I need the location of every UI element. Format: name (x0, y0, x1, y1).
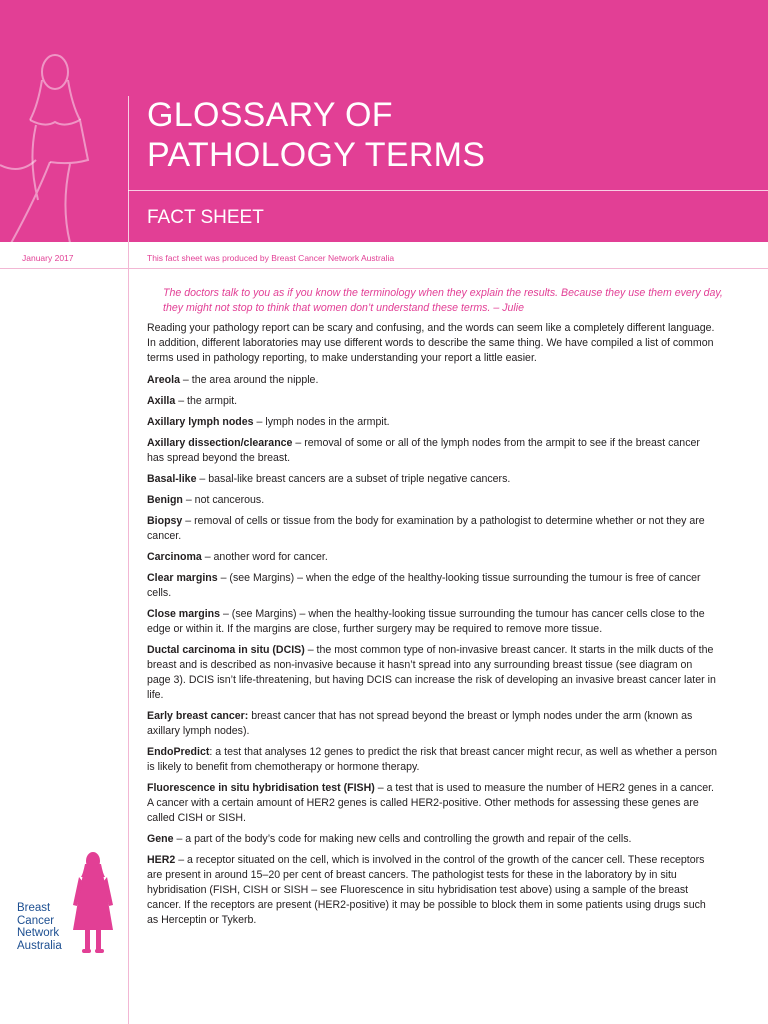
publication-credit: This fact sheet was produced by Breast Cancer Network Australia (147, 253, 395, 263)
glossary-definition: – (see Margins) – when the healthy-looking tissue surrounding the tumour has cancer cells close to the edge or within it. If the margins are close, further surgery may be required to remove more tissue. (147, 608, 705, 635)
glossary-term: Axillary lymph nodes (147, 416, 254, 428)
glossary-entry (147, 514, 717, 544)
logo-line-3: Network (17, 927, 60, 939)
banner-divider-vertical (128, 96, 129, 242)
bcna-logo (17, 850, 117, 960)
glossary-definition: : a test that analyses 12 genes to predict the risk that breast cancer might recur, as well as whether a person is likely to benefit from chemotherapy or hormone therapy. (147, 746, 717, 773)
glossary-entry (147, 607, 717, 637)
page-title (147, 95, 485, 175)
glossary-term: Close margins (147, 608, 221, 620)
patient-quote: The doctors talk to you as if you know the terminology when they explain the results. Because they use them every day, they might not stop to think that women don’t understand these terms. – Julie (163, 287, 723, 314)
glossary-definition: – the armpit. (175, 395, 238, 407)
glossary-entry (147, 832, 717, 847)
glossary-entry (147, 415, 717, 430)
glossary-definition: – the area around the nipple. (179, 374, 319, 386)
glossary-entry (147, 394, 717, 409)
glossary-definition: – a test that is used to measure the number of HER2 genes in a cancer. A cancer with a certain amount of HER2 genes is called HER2-positive. Other methods for assessing these genes are called CISH or SISH. (147, 782, 715, 824)
logo-line-4: Australia (17, 939, 62, 952)
glossary-term: Ductal carcinoma in situ (DCIS) (147, 644, 305, 656)
glossary-entry (147, 643, 717, 703)
header-banner (0, 0, 768, 242)
glossary-definition: – (see Margins) – when the edge of the healthy-looking tissue surrounding the tumour is free of cancer cells. (147, 572, 701, 599)
intro-paragraph: Reading your pathology report can be scary and confusing, and the words can seem like a completely different language. In addition, different laboratories may use different words to describe the same thing. We have compiled a list of common terms used in pathology reporting, to make understanding your report a little easier. (147, 322, 715, 364)
glossary-entry (147, 745, 717, 775)
glossary-list (147, 373, 717, 928)
glossary-term: Biopsy (147, 515, 183, 527)
glossary-entry (147, 571, 717, 601)
glossary-definition: – a part of the body’s code for making new cells and controlling the growth and repair of the cells. (173, 833, 632, 845)
glossary-term: Fluorescence in situ hybridisation test (FISH) (147, 782, 375, 794)
glossary-definition: – a receptor situated on the cell, which is involved in the control of the growth of the cancer cell. These receptors are present in around 15–20 per cent of breast cancers. The pathologist tests for these in the laboratory by in situ hybridisation (FISH, CISH or SISH – see Fluorescence in situ hybridisation test above) using a sample of the breast cancer. If the receptors are present (HER2-positive) it may be possible to block them in some patients using drugs such as Herceptin or Tykerb. (147, 854, 706, 926)
glossary-term: Areola (147, 374, 180, 386)
glossary-entry (147, 853, 717, 928)
glossary-definition: – the most common type of non-invasive breast cancer. It starts in the milk ducts of the breast and is described as non-invasive because it hasn’t spread into any surrounding breast tissue (see diagram on page 3). DCIS isn’t life-threatening, but having DCIS can increase the risk of developing an invasive breast cancer later in life. (147, 644, 716, 701)
glossary-entry (147, 493, 717, 508)
page-subtitle: FACT SHEET (147, 207, 264, 228)
glossary-term: Axilla (147, 395, 176, 407)
glossary-term: Axillary dissection/clearance (147, 437, 293, 449)
glossary-definition: – another word for cancer. (201, 551, 328, 563)
glossary-term: Basal-like (147, 473, 197, 485)
glossary-entry (147, 373, 717, 388)
glossary-definition: – not cancerous. (182, 494, 265, 506)
glossary-definition: – lymph nodes in the armpit. (253, 416, 390, 428)
glossary-entry (147, 781, 717, 826)
logo-line-2: Cancer (17, 914, 55, 927)
glossary-term: Gene (147, 833, 174, 845)
glossary-entry (147, 550, 717, 565)
glossary-entry (147, 709, 717, 739)
glossary-term: Clear margins (147, 572, 218, 584)
logo-line-1: Breast (17, 902, 51, 914)
meta-divider (0, 268, 768, 269)
woman-silhouette-outline-icon (0, 50, 110, 242)
glossary-term: Early breast cancer: (147, 710, 249, 722)
title-line-2: PATHOLOGY TERMS (147, 136, 486, 174)
glossary-content (147, 321, 717, 934)
title-line-1: GLOSSARY OF (147, 96, 393, 134)
glossary-entry (147, 436, 717, 466)
glossary-definition: – removal of some or all of the lymph nodes from the armpit to see if the breast cancer has spread beyond the breast. (147, 437, 700, 464)
glossary-definition: – removal of cells or tissue from the body for examination by a pathologist to determine whether or not they are cancer. (147, 515, 705, 542)
publication-date: January 2017 (22, 253, 74, 263)
glossary-term: HER2 (147, 854, 176, 866)
page-divider-vertical (128, 242, 129, 1024)
logo-wordmark (17, 902, 62, 952)
glossary-term: EndoPredict (147, 746, 210, 758)
pink-lady-icon (73, 850, 113, 955)
glossary-term: Carcinoma (147, 551, 202, 563)
glossary-definition: – basal-like breast cancers are a subset of triple negative cancers. (196, 473, 511, 485)
glossary-definition: breast cancer that has not spread beyond the breast or lymph nodes under the arm (known as axillary lymph nodes). (147, 710, 693, 737)
banner-divider-horizontal (128, 190, 768, 191)
glossary-entry (147, 472, 717, 487)
glossary-term: Benign (147, 494, 183, 506)
